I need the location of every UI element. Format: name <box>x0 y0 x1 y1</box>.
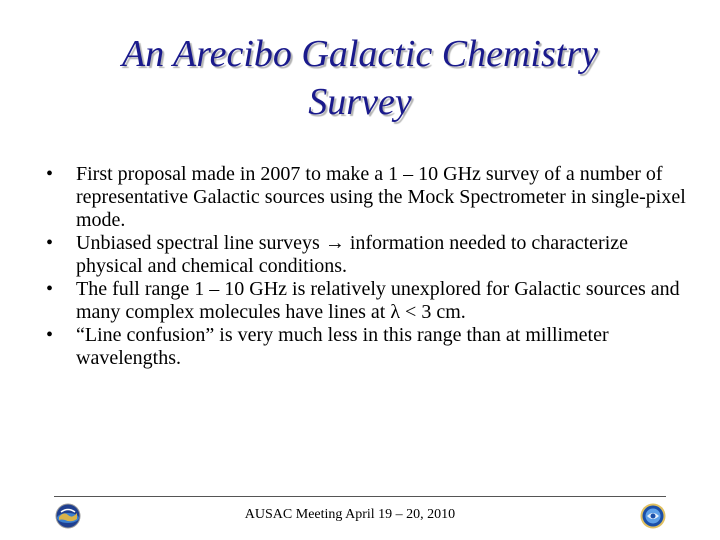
title-line-2: Survey <box>308 81 412 123</box>
footer-divider <box>54 496 666 497</box>
bullet-item <box>46 278 686 324</box>
bullet-dot: • <box>46 163 54 185</box>
bullet-item <box>46 232 686 278</box>
footer-text: AUSAC Meeting April 19 – 20, 2010 <box>244 507 456 522</box>
bullet-text: “Line confusion” is very much less in this range than at millimeter wavelengths. <box>76 324 609 369</box>
bullet-dot: • <box>46 278 54 300</box>
bullet-text: First proposal made in 2007 to make a 1 – 10 GHz survey of a number of representative Galactic sources using the Mock Spectrometer in single-pixel mode. <box>76 163 686 231</box>
bullet-dot: • <box>46 324 54 346</box>
bullet-text: Unbiased spectral line surveys → information needed to characterize physical and chemical conditions. <box>76 232 629 277</box>
bullet-list <box>46 163 686 370</box>
nsf-seal-logo-icon <box>640 503 666 529</box>
bullet-text: The full range 1 – 10 GHz is relatively unexplored for Galactic sources and many complex molecules have lines at λ < 3 cm. <box>76 278 680 323</box>
naic-globe-logo-icon <box>55 503 81 529</box>
bullet-dot: • <box>46 232 54 254</box>
bullet-item <box>46 324 686 370</box>
bullet-item <box>46 163 686 232</box>
slide-title <box>40 30 680 126</box>
title-line-1: An Arecibo Galactic Chemistry <box>122 33 598 75</box>
